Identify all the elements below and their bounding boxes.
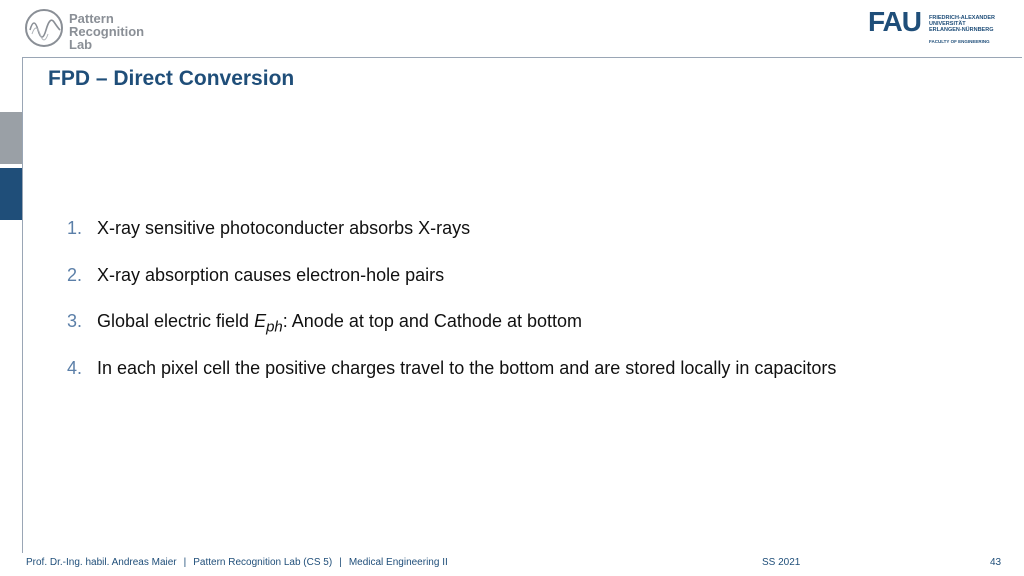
footer [26,557,448,568]
fau-logo [868,8,1003,48]
lab-logo-line: Pattern [69,11,114,26]
slide-title: FPD – Direct Conversion [48,67,295,90]
footer-separator: | [339,557,342,568]
lab-logo-icon [24,8,64,48]
list-item [67,216,836,240]
side-marker-gray [0,112,22,164]
side-marker-blue [0,168,22,220]
list-item-number: 1. [67,218,83,238]
fau-name-line: UNIVERSITÄT [929,21,966,27]
fau-name-line: FRIEDRICH-ALEXANDER [929,15,995,21]
list-item [67,263,836,287]
lab-logo-line: Recognition [69,24,145,39]
content-list [67,216,836,402]
footer-author: Prof. Dr.-Ing. habil. Andreas Maier [26,557,177,568]
pattern-recognition-lab-logo [24,8,164,54]
list-item-text: In each pixel cell the positive charges travel to the bottom and are stored locally in capacitors [97,357,837,378]
footer-lab: Pattern Recognition Lab (CS 5) [193,557,333,568]
list-item-text: Global electric field [97,311,255,331]
list-item-text: : Anode at top and Cathode at bottom [282,311,583,331]
list-item [67,356,836,380]
list-item-number: 4. [67,357,83,378]
field-subscript: ph [266,318,283,336]
list-item-text: X-ray sensitive photoconducter absorbs X-rays [97,218,471,238]
list-item-text: X-ray absorption causes electron-hole pairs [97,264,445,285]
field-symbol: E [254,311,267,331]
lab-logo-line: Lab [69,37,93,52]
list-item-number: 2. [67,264,83,285]
fau-name [929,15,995,33]
list-item [67,309,836,336]
list-item-number: 3. [67,311,83,331]
footer-semester: SS 2021 [762,557,801,568]
fau-faculty: FACULTY OF ENGINEERING [929,39,990,44]
footer-course: Medical Engineering II [348,557,448,568]
fau-name-line: ERLANGEN-NÜRNBERG [929,27,994,33]
lab-logo-text [69,12,144,51]
page-number: 43 [990,557,1002,568]
footer-separator: | [183,557,187,568]
fau-logo-mark: FAU [868,6,921,37]
